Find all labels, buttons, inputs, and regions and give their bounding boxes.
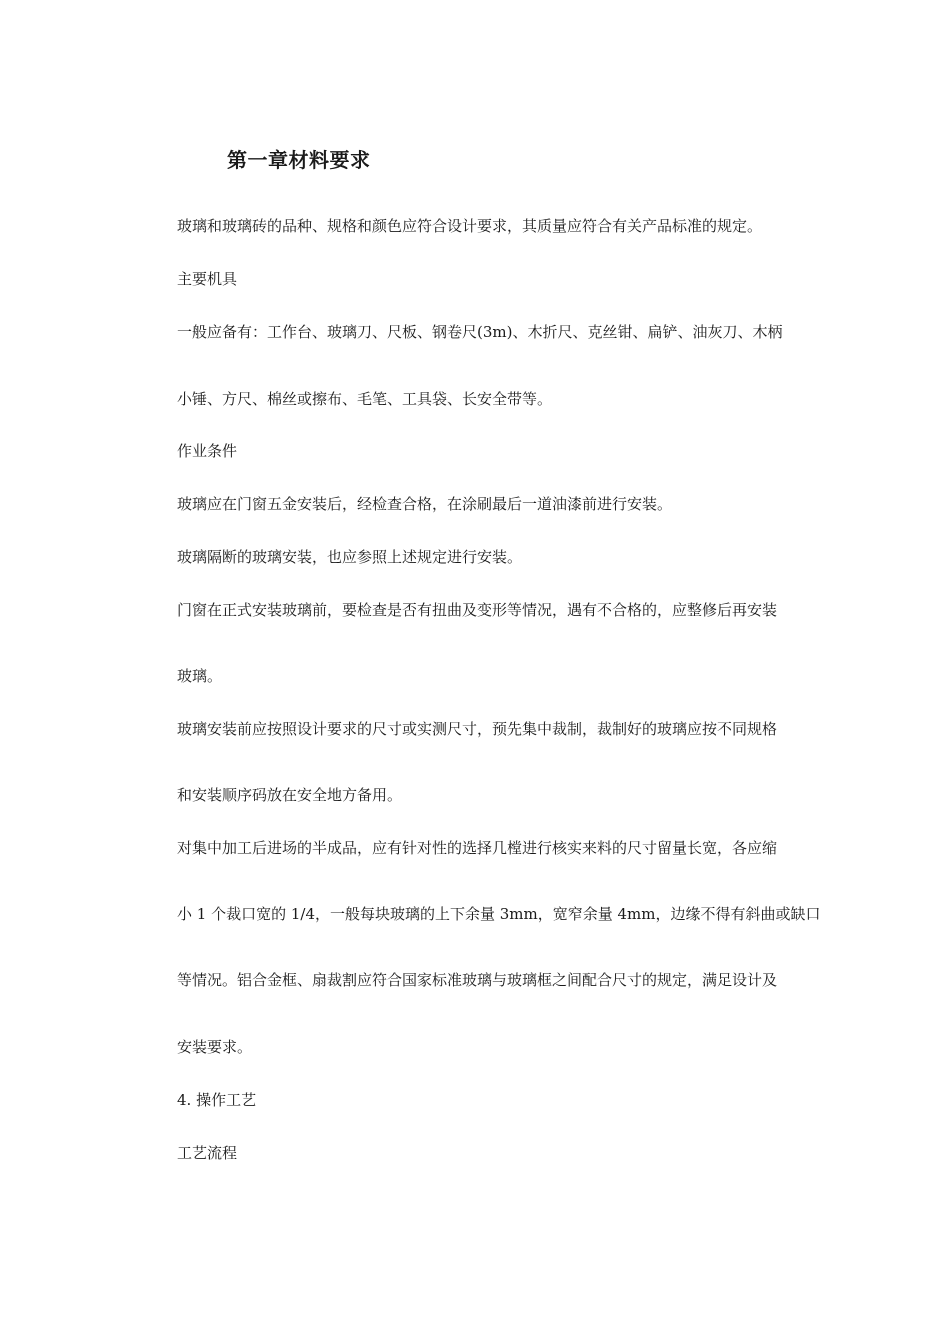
paragraph-condition-5-line-3: 等情况。铝合金框、扇裁割应符合国家标准玻璃与玻璃框之间配合尺寸的规定，满足设计及 (177, 971, 778, 989)
paragraph-condition-4-line-1: 玻璃安装前应按照设计要求的尺寸或实测尺寸，预先集中裁制，裁制好的玻璃应按不同规格 (177, 720, 778, 738)
section-heading-conditions: 作业条件 (177, 442, 238, 460)
paragraph-condition-2: 玻璃隔断的玻璃安装，也应参照上述规定进行安装。 (177, 548, 523, 566)
paragraph-tools-line-1: 一般应备有：工作台、玻璃刀、尺板、钢卷尺(3m)、木折尺、克丝钳、扁铲、油灰刀、木柄 (177, 323, 783, 341)
paragraph-condition-5-line-2: 小 1 个裁口宽的 1/4，一般每块玻璃的上下余量 3mm，宽窄余量 4mm，边缘不得有斜曲或缺口 (177, 905, 821, 923)
paragraph-tools-line-2: 小锤、方尺、棉丝或擦布、毛笔、工具袋、长安全带等。 (177, 390, 553, 408)
chapter-title: 第一章材料要求 (227, 148, 371, 172)
paragraph-condition-4-line-2: 和安装顺序码放在安全地方备用。 (177, 786, 403, 804)
paragraph-material-requirement: 玻璃和玻璃砖的品种、规格和颜色应符合设计要求，其质量应符合有关产品标准的规定。 (177, 217, 763, 235)
paragraph-condition-5-line-4: 安装要求。 (177, 1038, 253, 1056)
section-heading-process-flow: 工艺流程 (177, 1144, 238, 1162)
section-heading-tools: 主要机具 (177, 270, 238, 288)
paragraph-condition-3-line-1: 门窗在正式安装玻璃前，要检查是否有扭曲及变形等情况，遇有不合格的，应整修后再安装 (177, 601, 778, 619)
section-heading-operation: 4. 操作工艺 (177, 1091, 257, 1109)
paragraph-condition-1: 玻璃应在门窗五金安装后，经检查合格，在涂刷最后一道油漆前进行安装。 (177, 495, 673, 513)
paragraph-condition-5-line-1: 对集中加工后进场的半成品，应有针对性的选择几樘进行核实来料的尺寸留量长宽，各应缩 (177, 839, 778, 857)
paragraph-condition-3-line-2: 玻璃。 (177, 667, 223, 685)
